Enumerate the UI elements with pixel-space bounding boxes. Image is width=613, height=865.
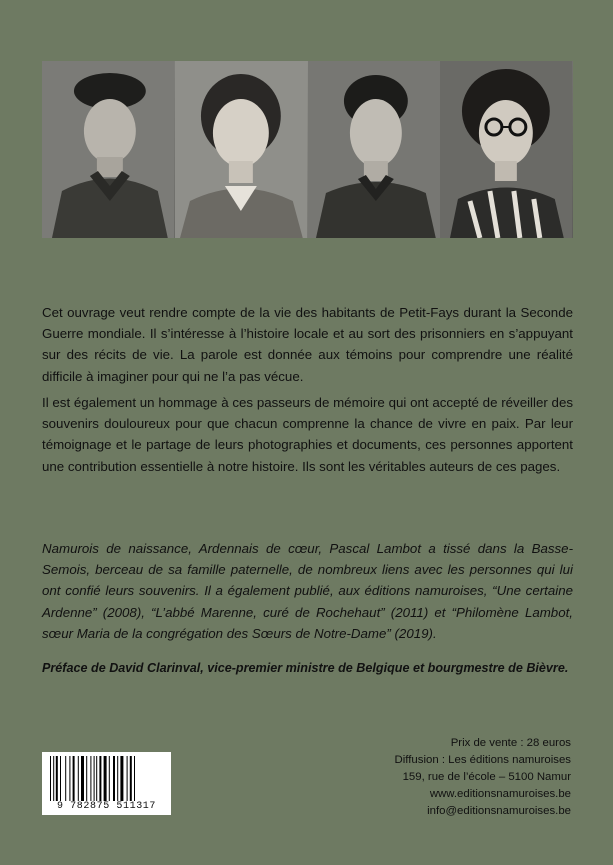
barcode-bar: [120, 756, 123, 801]
description-paragraph-2: Il est également un hommage à ces passeurs de mémoire qui ont accepté de réveiller des souvenirs douloureux pour que chacun comprenne la chance de vivre en paix. Par leur témoignage et le partage de leurs photographies et documents, ces personnes apportent une contribution essentielle à notre histoire. Ils sont les véritables auteurs de ces pages.: [42, 395, 573, 474]
address: 159, rue de l’école – 5100 Namur: [402, 771, 571, 784]
portrait-strip: [42, 61, 573, 238]
barcode-bar: [117, 756, 118, 801]
barcode-bar: [86, 756, 87, 801]
barcode-bar: [78, 756, 79, 801]
barcode-number: 9 782875 511317: [56, 801, 156, 812]
woman-portrait-1: [175, 61, 308, 238]
soldier-portrait-2: [308, 61, 441, 238]
publisher-info: [311, 735, 571, 820]
barcode-bar: [99, 756, 101, 801]
barcode-bar: [109, 756, 110, 801]
barcode-bar: [50, 756, 51, 801]
woman-portrait-glasses: [440, 61, 573, 238]
barcode-bar: [94, 756, 95, 801]
email-link[interactable]: info@editionsnamuroises.be: [427, 805, 571, 818]
barcode-bar: [113, 756, 115, 801]
barcode-bar: [60, 756, 61, 801]
description-paragraph-1: Cet ouvrage veut rendre compte de la vie des habitants de Petit-Fays durant la Seconde Guerre mondiale. Il s’intéresse à l’histoire locale et au sort des prisonniers en s’appuyant sur des récits de vie. La parole est donnée aux témoins pour comprendre une réalité difficile à imaginer pour qui ne l’a pas vécue.: [42, 305, 573, 384]
author-bio: Namurois de naissance, Ardennais de cœur, Pascal Lambot a tissé dans la Basse-Semois, berceau de sa famille paternelle, de nombreux liens avec les personnes qui lui ont confié leurs souvenirs. Il a également publié, aux éditions namuroises, “Une certaine Ardenne” (2008), “L’abbé Marenne, curé de Rochehaut” (2011) et “Philomène Lambot, sœur Maria de la congrégation des Sœurs de Notre-Dame” (2019).: [42, 541, 573, 641]
barcode-bar: [134, 756, 135, 801]
isbn-barcode: [42, 752, 171, 815]
barcode-bar: [65, 756, 66, 801]
barcode-bar: [96, 756, 97, 801]
preface-credit: Préface de David Clarinval, vice-premier ministre de Belgique et bourgmestre de Bièvre.: [42, 661, 569, 675]
website-link[interactable]: www.editionsnamuroises.be: [429, 788, 571, 801]
barcode-bar: [56, 756, 58, 801]
barcode-bar: [69, 756, 70, 801]
barcode-bar: [81, 756, 84, 801]
barcode-bar: [104, 756, 107, 801]
diffusion: Diffusion : Les éditions namuroises: [394, 754, 571, 767]
barcode-bar: [127, 756, 128, 801]
barcode-bar: [73, 756, 75, 801]
barcode-bar: [130, 756, 132, 801]
barcode-bars: [48, 756, 165, 801]
barcode-bar: [90, 756, 91, 801]
price: Prix de vente : 28 euros: [450, 737, 571, 749]
barcode-bar: [53, 756, 54, 801]
soldier-portrait-1: [42, 61, 175, 238]
